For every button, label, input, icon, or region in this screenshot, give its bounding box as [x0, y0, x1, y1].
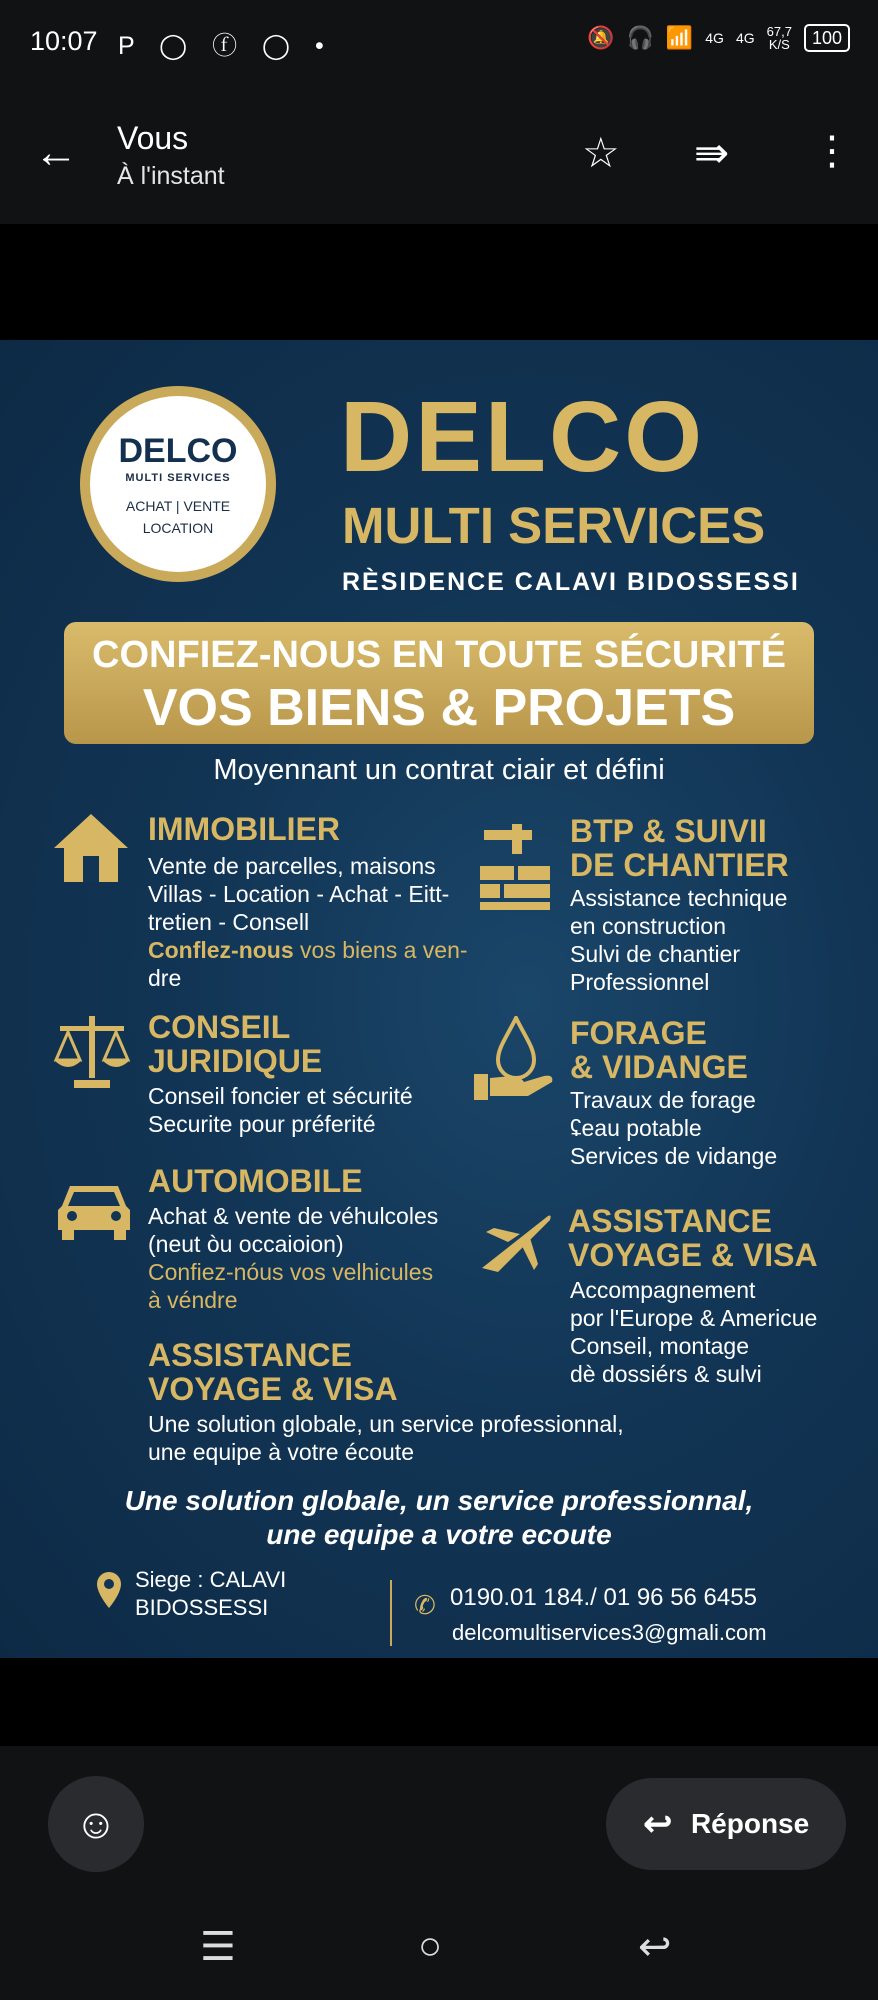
status-time: 10:07 [30, 26, 98, 56]
sender-title: Vous [117, 120, 189, 156]
back-arrow-icon[interactable]: ← [34, 128, 78, 177]
forward-icon[interactable]: ⇛ [694, 129, 730, 176]
mute-icon: 🔕 [587, 25, 615, 50]
speed-indicator: 67,7 K/S [766, 24, 792, 52]
conseil-title: CONSEIL JURIDIQUE [148, 1009, 323, 1079]
home-icon[interactable]: ○ [418, 1924, 443, 1968]
wifi-icon: 📶 [665, 25, 694, 50]
construction-icon [478, 822, 552, 912]
btp-title: BTP & SUIVII DE CHANTIER [570, 813, 789, 883]
address: Siege : CALAVI BIDOSSESSI [135, 1567, 287, 1620]
headline-banner: CONFIEZ-NOUS EN TOUTE SÉCURITÉ VOS BIENS & PROJETS [64, 622, 814, 744]
phone-icon: ✆ [414, 1590, 436, 1620]
immobilier-text: Vente de parcelles, maisons Villas - Location - Achat - Eitt- tretien - Consell Conflez-nous vos biens a ven- dre [148, 853, 468, 991]
star-icon[interactable]: ☆ [582, 129, 620, 176]
voyage-right-text: Accompagnement por l'Europe & Americue Conseil, montage dè dossiérs & sulvi [570, 1277, 818, 1387]
network-4g-icon: 4G [705, 30, 724, 46]
system-icons [587, 24, 850, 52]
conseil-text: Conseil foncier et sécurité Securite pour préferité [148, 1083, 413, 1137]
recent-apps-icon[interactable]: ☰ [200, 1925, 236, 1969]
contract-text: Moyennant un contrat ciair et défini [213, 754, 665, 786]
phone-numbers: 0190.01 184./ 01 96 56 6455 [450, 1584, 757, 1611]
residence-text: RÈSIDENCE CALAVI BIDOSSESSI [342, 568, 800, 596]
email-address: delcomultiservices3@gmali.com [452, 1620, 767, 1645]
shared-image[interactable] [0, 340, 878, 1658]
slogan: Une solution globale, un service professionnal, une equipe a votre ecoute [124, 1485, 754, 1550]
add-reaction-icon[interactable]: ☺ [48, 1776, 144, 1872]
house-icon [52, 810, 130, 886]
voyage-left-title: ASSISTANCE VOYAGE & VISA [148, 1337, 398, 1407]
btp-text: Assistance technique en construction Sulvi de chantier Professionnel [570, 885, 788, 995]
voyage-right-title: ASSISTANCE VOYAGE & VISA [568, 1203, 818, 1273]
reply-button[interactable] [606, 1778, 846, 1870]
forage-title: FORAGE & VIDANGE [570, 1015, 748, 1085]
brand-subtitle: MULTI SERVICES [342, 497, 766, 554]
automobile-title: AUTOMOBILE [148, 1163, 363, 1199]
reply-arrow-icon: ↩ [642, 1803, 673, 1844]
airplane-icon [478, 1210, 552, 1274]
automobile-text: Achat & vente de véhulcoles (neut òu occaioion) Confiez-nóus vos velhicules à véndre [148, 1203, 439, 1313]
more-options-icon[interactable]: ⋮ [812, 129, 852, 173]
nav-back-icon[interactable]: ↩ [638, 1925, 672, 1969]
network-4g-icon-2: 4G [735, 30, 755, 46]
location-pin-icon [94, 1570, 124, 1610]
footer-divider [390, 1580, 392, 1646]
battery-icon: 100 [804, 24, 850, 52]
status-bar [0, 0, 878, 88]
voyage-left-text: Une solution globale, un service professionnal, une equipe à votre écoute [148, 1411, 624, 1465]
scales-icon [52, 1012, 132, 1090]
reply-label: Réponse [690, 1808, 810, 1839]
notification-icons: P ◯ ⓕ ◯ • [118, 32, 333, 60]
brand-name: DELCO [340, 381, 705, 493]
water-drop-hand-icon [472, 1016, 556, 1102]
company-logo: DELCO MULTI SERVICES ACHAT | VENTE LOCATION [80, 386, 276, 582]
headphones-icon: 🎧 [626, 25, 654, 50]
car-icon [56, 1180, 132, 1242]
immobilier-title: IMMOBILIER [148, 811, 340, 847]
forage-text: Travaux de forage ʢeau potable Services de vidange [570, 1087, 778, 1169]
sent-time: À l'instant [117, 162, 225, 190]
